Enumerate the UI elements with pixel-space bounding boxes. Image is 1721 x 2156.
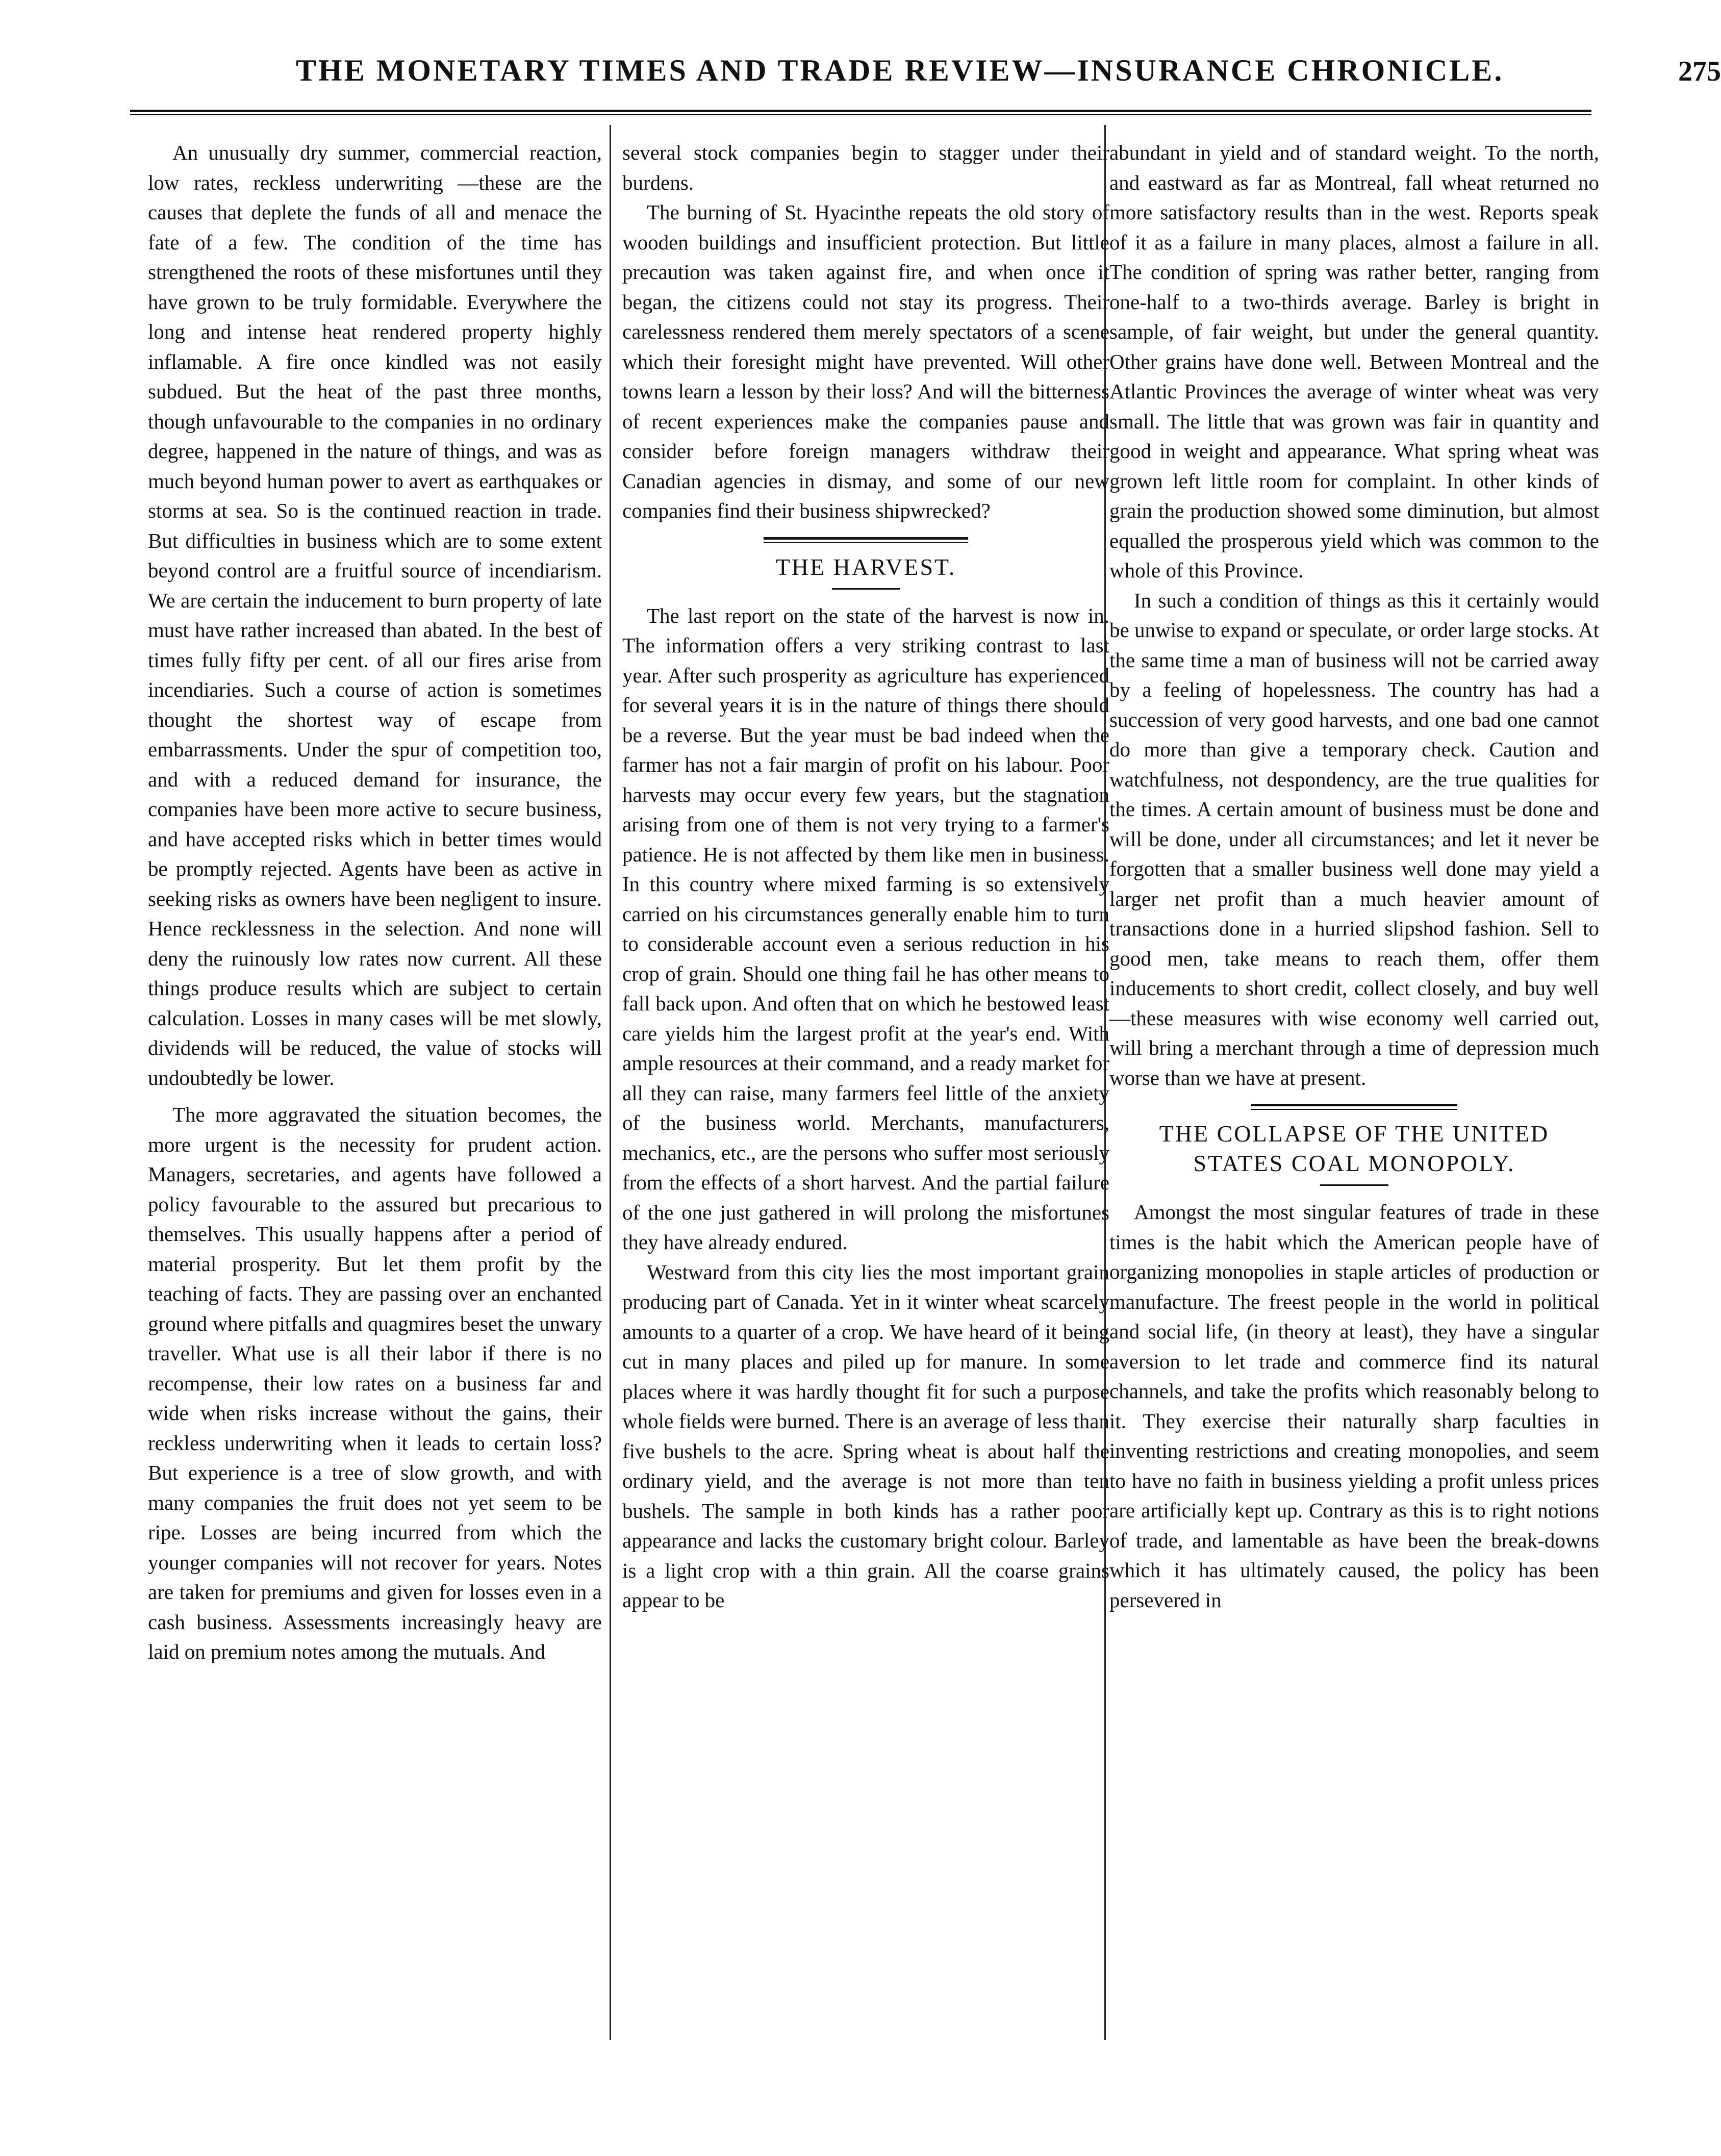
- heading-line: THE COLLAPSE OF THE UNITED: [1159, 1121, 1550, 1147]
- paragraph: Westward from this city lies the most important grain producing part of Canada. Yet in it winter wheat scarcely amounts to a quarter of a crop. We have heard of it being cut in many places and piled up for manure. In some places where it was hardly thought fit for such a purpose whole fields were burned. There is an average of less than five bushels to the acre. Spring wheat is about half the ordinary yield, and the average is not more than ten bushels. The sample in both kinds has a rather poor appearance and lacks the customary bright colour. Barley is a light crop with a thin grain. All the coarse grains appear to be: [622, 1260, 1109, 1612]
- paragraph: The last report on the state of the harvest is now in. The information offers a very striking contrast to last year. After such prosperity as agriculture has experienced for several years it is in the nature of things there should be a reverse. But the year must be bad indeed when the farmer has not a fair margin of profit on his labour. Poor harvests may occur every few years, but the stagnation arising from one of them is not very trying to a farmer's patience. He is not affected by them like men in business. In this country where mixed farming is so extensively carried on his circumstances generally enable him to turn to considerable account even a serious reduction in his crop of grain. Should one thing fail he has other means to fall back upon. And often that on which he bestowed least care yields him the largest profit at the year's end. With ample resources at their command, and a ready market for all they can raise, many farmers feel little of the anxiety of the business world. Merchants, manufacturers, mechanics, etc., are the persons who suffer most seriously from the effects of a short harvest. And the partial failure of the one just gathered in will prolong the misfortunes they have already endured.: [622, 603, 1109, 1254]
- paragraph: abundant in yield and of standard weight. To the north, and eastward as far as Montreal, fall wheat returned no more satisfactory results than in the west. Reports speak of it as a failure in many places, almost a failure in all. The condition of spring was rather better, ranging from one-half to a two-thirds average. Barley is bright in sample, of fair weight, but under the general quantity. Other grains have done well. Between Montreal and the Atlantic Provinces the average of winter wheat was very small. The little that was grown was fair in quantity and good in weight and appearance. What spring wheat was grown left little room for complaint. In other kinds of grain the production showed some diminution, but almost equalled the prosperous yield which was common to the whole of this Province.: [1109, 141, 1599, 582]
- paragraph: Amongst the most singular features of trade in these times is the habit which the American people have of organizing monopolies in staple articles of production or manufacture. The freest people in the world in political and social life, (in theory at least), they have a singular aversion to let trade and commerce find its natural channels, and take the profits which reasonably belong to it. They exercise their naturally sharp faculties in inventing restrictions and creating monopolies, and seem to have no faith in business yielding a profit unless prices are artificially kept up. Contrary as this is to right notions of trade, and lamentable as have been the break-downs which it has ultimately caused, the policy has been persevered in: [1109, 1200, 1599, 1612]
- heading-underline: [1320, 1184, 1388, 1186]
- section-heading-harvest: THE HARVEST.: [775, 553, 956, 580]
- column-3: [1109, 138, 1599, 2040]
- heading-line: STATES COAL MONOPOLY.: [1193, 1150, 1515, 1176]
- page-header: [128, 20, 1721, 97]
- column-2: [622, 138, 1109, 2040]
- column-divider-1: [610, 125, 611, 2040]
- page-number: 275: [1678, 56, 1721, 87]
- paragraph: several stock companies begin to stagger under their burdens.: [622, 141, 1109, 194]
- paragraph: The burning of St. Hyacinthe repeats the old story of wooden buildings and insufficient protection. But little precaution was taken against fire, and when once it began, the citizens could not stay its progress. Their carelessness rendered them merely spectators of a scene which their foresight might have prevented. Will other towns learn a lesson by their loss? And will the bitterness of recent experiences make the companies pause and consider before foreign managers withdraw their Canadian agencies in dismay, and some of our new companies find their business shipwrecked?: [622, 200, 1109, 522]
- heading-underline: [832, 588, 900, 590]
- paragraph: An unusually dry summer, commercial reaction, low rates, reckless underwriting —these are the causes that deplete the funds of all and menace the fate of a few. The condition of the time has strengthened the roots of these misfortunes until they have grown to be truly formidable. Everywhere the long and intense heat rendered property highly inflamable. A fire once kindled was not easily subdued. But the heat of the past three months, though unfavourable to the companies in no ordinary degree, happened in the nature of things, and was as much beyond human power to avert as earthquakes or storms at sea. So is the continued reaction in trade. But difficulties in business which are to some extent beyond control are a fruitful source of incendiarism. We are certain the inducement to burn property of late must have rather increased than abated. In the best of times fully fifty per cent. of all our fires arise from incendiaries. Such a course of action is sometimes thought the shortest way of escape from embarrassments. Under the spur of competition too, and with a reduced demand for insurance, the companies have been more active to secure business, and have accepted risks which in better times would be promptly rejected. Agents have been as active in seeking risks as owners have been negligent to insure. Hence recklessness in the selection. And none will deny the ruinously low rates now current. All these things produce results which are subject to certain calculation. Losses in many cases will be met slowly, dividends will be reduced, the value of stocks will undoubtedly be lower.: [148, 141, 602, 1089]
- section-divider: [764, 537, 968, 543]
- running-title: THE MONETARY TIMES AND TRADE REVIEW—INSURANCE CHRONICLE.: [296, 54, 1504, 87]
- header-rule: [130, 110, 1591, 115]
- column-1: [148, 138, 602, 2040]
- paragraph: In such a condition of things as this it certainly would be unwise to expand or speculate, or order large stocks. At the same time a man of business will not be carried away by a feeling of hopelessness. The country has had a succession of very good harvests, and one bad one cannot do more than give a temporary check. Caution and watchfulness, not despondency, are the true qualities for the times. A certain amount of business must be done and will be done, under all circumstances; and let it never be forgotten that a smaller business well done may yield a larger net profit than a much heavier amount of transactions done in a hurried slipshod fashion. Sell to good men, take means to reach them, offer them inducements to short credit, collect closely, and buy well—these measures with wise economy well carried out, will bring a merchant through a time of depression much worse than we have at present.: [1109, 588, 1599, 1089]
- paragraph: The more aggravated the situation becomes, the more urgent is the necessity for prudent action. Managers, secretaries, and agents have followed a policy favourable to the assured but precarious to themselves. This usually happens after a period of material prosperity. But let them profit by the teaching of facts. They are passing over an enchanted ground where pitfalls and quagmires beset the unwary traveller. What use is all their labor if there is no recompense, their low rates on a business far and wide when risks increase without the gains, their reckless underwriting when it leads to certain loss? But experience is a tree of slow growth, and with many companies the fruit does not yet seem to be ripe. Losses are being incurred from which the younger companies will not recover for years. Notes are taken for premiums and given for losses even in a cash business. Assessments increasingly heavy are laid on premium notes among the mutuals. And: [148, 1103, 602, 1663]
- section-heading-coal-monopoly: [1109, 1119, 1599, 1178]
- section-divider: [1251, 1104, 1457, 1110]
